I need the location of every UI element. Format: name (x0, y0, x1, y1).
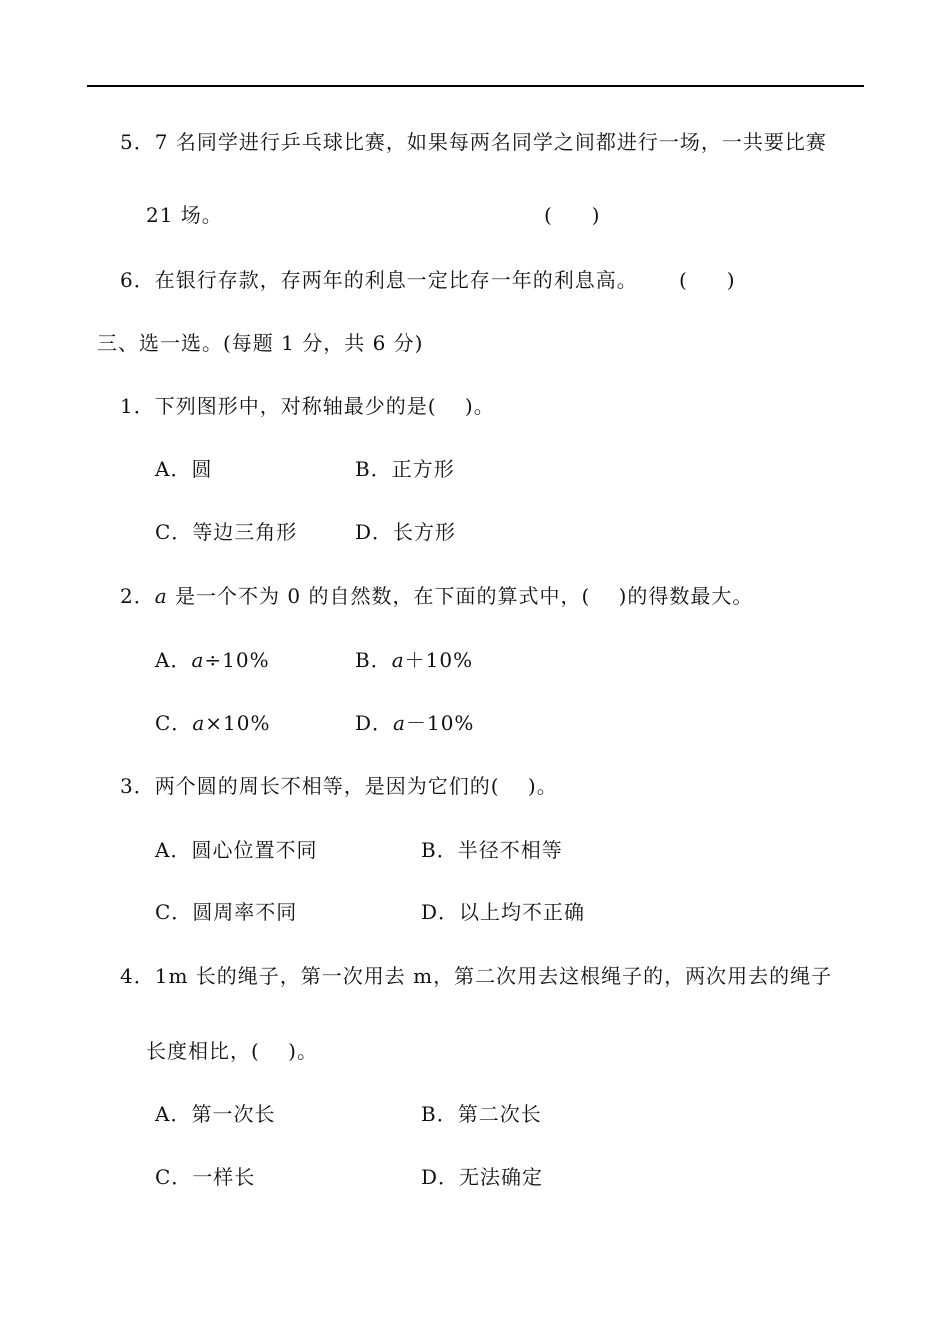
option-letter: C． (155, 900, 193, 924)
choice-q3 (120, 774, 558, 798)
option-letter: D． (421, 900, 460, 924)
question-number: 6． (120, 268, 155, 292)
variable-a: a (393, 711, 406, 735)
option-letter: C． (155, 1165, 193, 1189)
question-text: 是一个不为 0 的自然数，在下面的算式中，( )的得数最大。 (167, 584, 754, 608)
option-letter: C． (155, 711, 193, 735)
choice-q3-option-b[interactable] (421, 838, 563, 862)
question-text: 1m 长的绳子，第一次用去 m，第二次用去这根绳子的，两次用去的绳子 (154, 964, 833, 988)
option-letter: D． (355, 711, 394, 735)
option-letter: A． (155, 838, 192, 862)
question-number: 4． (120, 964, 155, 988)
judgment-q5-answer-paren[interactable]: ( ) (544, 203, 600, 227)
variable-a: a (154, 584, 168, 608)
option-text: 圆 (191, 457, 213, 481)
choice-q2 (120, 584, 753, 608)
option-letter: C． (155, 520, 193, 544)
choice-q4-line2 (146, 1039, 318, 1063)
question-text-continued: 长度相比，( )。 (146, 1039, 318, 1063)
page-top-rule (87, 85, 864, 87)
question-number: 3． (120, 774, 155, 798)
option-text: 圆周率不同 (192, 900, 298, 924)
option-text: ＋10% (404, 648, 474, 672)
option-text: 以上均不正确 (459, 900, 586, 924)
option-letter: D． (355, 520, 394, 544)
choice-q1-option-a[interactable] (155, 457, 212, 481)
option-text: 等边三角形 (192, 520, 298, 544)
choice-q1-option-d[interactable] (355, 520, 456, 544)
option-letter: A． (155, 1102, 192, 1126)
choice-q4-option-d[interactable] (421, 1165, 543, 1189)
option-text: 第一次长 (191, 1102, 276, 1126)
question-text: 两个圆的周长不相等，是因为它们的( )。 (154, 774, 558, 798)
option-text: 长方形 (393, 520, 457, 544)
judgment-q5-line2 (146, 203, 223, 227)
option-text: －10% (405, 711, 475, 735)
choice-q1-option-c[interactable] (155, 520, 297, 544)
variable-a: a (192, 711, 206, 735)
option-text: ÷10% (204, 648, 270, 672)
option-text: 一样长 (192, 1165, 256, 1189)
option-text: 正方形 (391, 457, 455, 481)
choice-q2-option-d[interactable] (355, 711, 474, 735)
choice-q2-option-a[interactable] (155, 648, 270, 672)
judgment-q6-answer-paren[interactable]: ( ) (679, 268, 735, 292)
question-text: 下列图形中，对称轴最少的是( )。 (154, 394, 495, 418)
choice-q3-option-d[interactable] (421, 900, 585, 924)
choice-q2-option-c[interactable] (155, 711, 270, 735)
question-number: 2． (120, 584, 155, 608)
section3-title: 三、选一选。(每题 1 分，共 6 分) (97, 331, 424, 355)
question-text-continued: 21 场。 (146, 203, 223, 227)
option-text: 半径不相等 (457, 838, 563, 862)
question-number: 1． (120, 394, 155, 418)
question-text: 在银行存款，存两年的利息一定比存一年的利息高。 (154, 268, 638, 292)
variable-a: a (391, 648, 405, 672)
option-letter: B． (421, 838, 458, 862)
choice-q3-option-a[interactable] (155, 838, 317, 862)
option-letter: A． (155, 648, 192, 672)
question-text: 7 名同学进行乒乓球比赛，如果每两名同学之间都进行一场，一共要比赛 (154, 130, 827, 154)
choice-q1-option-b[interactable] (355, 457, 455, 481)
choice-q1 (120, 394, 495, 418)
option-text: 圆心位置不同 (191, 838, 318, 862)
choice-q4-line1 (120, 964, 832, 988)
option-letter: B． (355, 648, 392, 672)
choice-q4-option-c[interactable] (155, 1165, 255, 1189)
option-letter: D． (421, 1165, 460, 1189)
choice-q3-option-c[interactable] (155, 900, 297, 924)
option-letter: A． (155, 457, 192, 481)
question-number: 5． (120, 130, 155, 154)
option-letter: B． (421, 1102, 458, 1126)
option-text: ×10% (205, 711, 271, 735)
option-text: 无法确定 (459, 1165, 544, 1189)
option-text: 第二次长 (457, 1102, 542, 1126)
judgment-q5-line1 (120, 130, 827, 154)
choice-q4-option-a[interactable] (155, 1102, 275, 1126)
variable-a: a (191, 648, 205, 672)
option-letter: B． (355, 457, 392, 481)
judgment-q6 (120, 268, 638, 292)
choice-q4-option-b[interactable] (421, 1102, 542, 1126)
choice-q2-option-b[interactable] (355, 648, 473, 672)
